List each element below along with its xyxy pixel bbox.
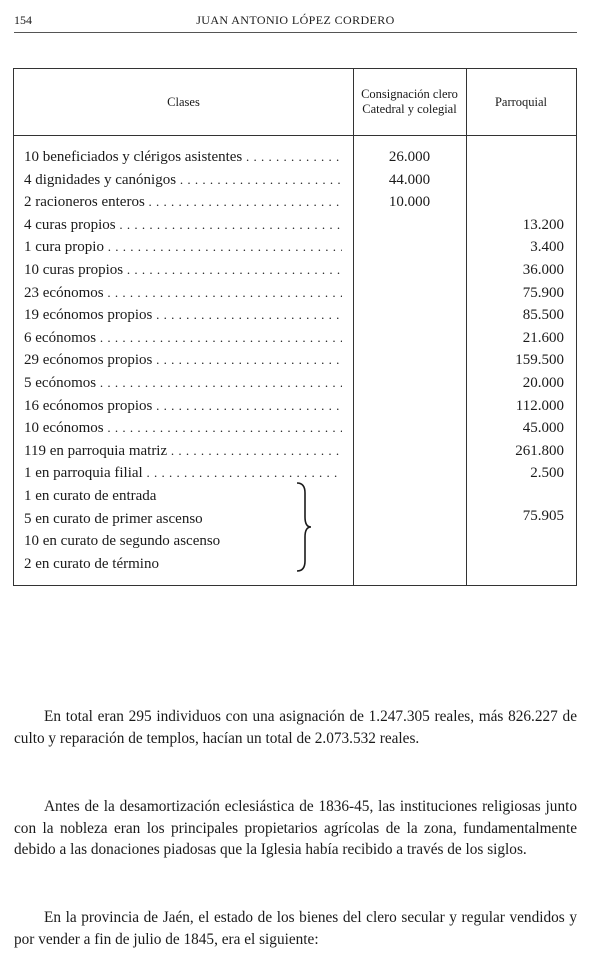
header-divider — [14, 135, 576, 136]
table-row: 6 ecónomos . . . 21.600 — [14, 327, 576, 350]
column-header-catedral: Consignación clero Catedral y colegial — [361, 87, 458, 116]
grouped-row: 5 en curato de primer ascenso — [24, 510, 203, 527]
header-rule — [14, 32, 577, 33]
table-row: 5 ecónomos . . . 20.000 — [14, 372, 576, 395]
paragraph: En total eran 295 individuos con una asignación de 1.247.305 reales, más 826.227 de culto y reparación de templos, hacían un total de 2.073.532 reales. — [14, 708, 577, 747]
paragraph: Antes de la desamortización eclesiástica de 1836-45, las instituciones religiosas junto con la nobleza eran los principales propietarios agrícolas de la zona, fundamentalmente debido a las donaciones piadosas que la Iglesia había recibido a través de los siglos. — [14, 798, 577, 858]
running-head: JUAN ANTONIO LÓPEZ CORDERO — [196, 13, 395, 27]
grouped-row: 1 en curato de entrada — [24, 487, 157, 504]
paragraph: En la provincia de Jaén, el estado de los bienes del clero secular y regular vendidos y por vender a fin de julio de 1845, era el siguiente: — [14, 909, 577, 948]
table-row: 10 ecónomos . . . 45.000 — [14, 417, 576, 440]
column-header-clases: Clases — [167, 94, 200, 109]
table-row: 4 curas propios . . . 13.200 — [14, 214, 576, 237]
table-row: 4 dignidades y canónigos . . . 44.000 — [14, 169, 576, 192]
column-header-parroquial: Parroquial — [494, 94, 548, 109]
table-row: 2 racioneros enteros . . . 10.000 — [14, 191, 576, 214]
table-row: 10 curas propios . . . 36.000 — [14, 259, 576, 282]
clergy-allocation-table — [13, 68, 577, 586]
table-row: 23 ecónomos . . . 75.900 — [14, 282, 576, 305]
grouped-row: 2 en curato de término — [24, 555, 159, 572]
page-number: 154 — [14, 13, 32, 27]
grouped-row: 10 en curato de segundo ascenso — [24, 533, 221, 550]
table-row: 19 ecónomos propios . . . 85.500 — [14, 304, 576, 327]
table-row: 1 en parroquia filial . . . 2.500 — [14, 462, 576, 485]
table-row: 16 ecónomos propios . . . 112.000 — [14, 395, 576, 418]
table-row: 119 en parroquia matriz . . . 261.800 — [14, 440, 576, 463]
grouped-parroquial-value: 75.905 — [522, 508, 564, 524]
curly-brace-icon — [294, 481, 314, 573]
table-row: 10 beneficiados y clérigos asistentes . . . 26.000 — [14, 146, 576, 169]
table-row: 29 ecónomos propios . . . 159.500 — [14, 349, 576, 372]
table-row: 1 cura propio . . . 3.400 — [14, 236, 576, 259]
